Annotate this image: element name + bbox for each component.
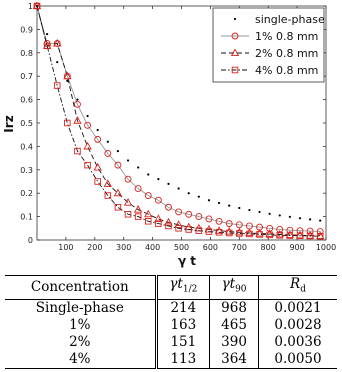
x-tick-label: 400	[144, 243, 161, 252]
y-axis-label: Irz	[2, 115, 16, 133]
cell-concentration: Single-phase	[5, 299, 156, 317]
y-tick-label: 1	[27, 2, 33, 11]
legend-label: 4% 0.8 mm	[255, 64, 319, 77]
data-point-dots	[238, 207, 240, 209]
cell-gamma-t-90: 465	[210, 317, 259, 334]
data-point-square	[65, 120, 71, 126]
data-point-dots	[46, 33, 48, 35]
data-point-dots	[188, 192, 190, 194]
header-gamma-t-half-main: γt	[169, 276, 183, 292]
data-point-dots	[319, 219, 321, 221]
data-point-dots	[107, 141, 109, 143]
x-tick-label: 100	[58, 243, 74, 252]
data-point-dots	[157, 178, 159, 180]
y-tick-label: 0.3	[20, 165, 33, 175]
cell-rd: 0.0036	[274, 333, 322, 350]
y-tick-label: 0.6	[20, 95, 33, 105]
y-tick-label: 0.5	[20, 119, 33, 128]
cell-concentration: 4%	[5, 351, 156, 369]
header-rd-sub: d	[300, 284, 306, 295]
cell-concentration: 2%	[5, 334, 156, 351]
data-point-dots	[269, 213, 271, 215]
x-tick-label: 900	[289, 243, 305, 252]
data-point-dots	[228, 205, 230, 207]
table-header-row	[5, 276, 337, 300]
x-tick-label: 700	[231, 243, 247, 252]
chart-legend	[213, 8, 325, 82]
data-point-dots	[208, 199, 210, 201]
data-point-triangle	[54, 40, 61, 46]
cell-rd: 0.0028	[274, 316, 322, 333]
legend-label: single-phase	[255, 13, 325, 26]
data-point-dots	[117, 150, 119, 152]
header-rd-main: R	[290, 276, 301, 292]
table-row	[5, 317, 337, 334]
x-tick-label: 600	[202, 243, 219, 252]
header-gamma-t-half-sub: 1/2	[182, 284, 198, 295]
cell-gamma-t-half: 113	[156, 351, 209, 369]
data-point-dots	[147, 173, 149, 175]
legend-label: 1% 0.8 mm	[255, 30, 319, 43]
x-axis-label: γ t	[177, 254, 197, 268]
header-rd	[259, 276, 337, 300]
data-point-dots	[289, 216, 291, 218]
data-point-dots	[309, 218, 311, 220]
x-tick-label: 1000	[315, 243, 337, 252]
data-point-dots	[258, 211, 260, 213]
header-gamma-t-90-sub: 90	[235, 284, 247, 295]
header-concentration: Concentration	[5, 276, 156, 300]
cell-gamma-t-90: 968	[210, 299, 259, 317]
y-tick-label: 0.2	[20, 189, 33, 199]
cell-gamma-t-half: 214	[156, 299, 209, 317]
x-tick-label: 800	[260, 243, 276, 252]
cell-gamma-t-90: 364	[210, 351, 259, 369]
legend-marker-dots	[234, 18, 236, 20]
legend-label: 2% 0.8 mm	[255, 47, 319, 60]
y-tick-label: 0.9	[20, 25, 33, 35]
cell-gamma-t-half: 151	[156, 334, 209, 351]
cell-rd: 0.0050	[274, 350, 322, 367]
y-tick-label: 0	[27, 236, 33, 245]
header-gamma-t-90-main: γt	[221, 276, 236, 292]
table-row	[5, 299, 337, 317]
header-gamma-t-90	[210, 276, 259, 300]
data-point-dots	[56, 61, 58, 63]
data-point-dots	[248, 209, 250, 211]
y-tick-label: 0.1	[20, 212, 33, 222]
data-point-dots	[127, 159, 129, 161]
cell-concentration: 1%	[5, 317, 156, 334]
data-point-triangle	[145, 211, 152, 217]
x-tick-label: 500	[173, 243, 190, 252]
data-point-triangle	[94, 164, 101, 170]
header-gamma-t-half	[156, 276, 209, 300]
cell-gamma-t-half: 163	[156, 317, 209, 334]
data-point-dots	[218, 202, 220, 204]
x-tick-label: 200	[87, 243, 103, 252]
data-point-dots	[167, 183, 169, 185]
data-point-dots	[97, 129, 99, 131]
results-table	[5, 275, 337, 369]
cell-rd: 0.0021	[274, 299, 322, 316]
data-point-dots	[137, 166, 139, 168]
y-tick-label: 0.4	[20, 142, 33, 152]
table-row	[5, 351, 337, 369]
data-point-square	[54, 83, 60, 89]
data-point-dots	[198, 196, 200, 198]
y-tick-label: 0.8	[20, 48, 33, 58]
cell-gamma-t-90: 390	[210, 334, 259, 351]
table-row	[5, 334, 337, 351]
data-point-dots	[76, 99, 78, 101]
data-point-dots	[299, 217, 301, 219]
data-point-dots	[178, 187, 180, 189]
data-point-triangle	[84, 143, 91, 149]
x-tick-label: 300	[116, 243, 132, 252]
y-tick-label: 0.7	[20, 72, 33, 82]
data-point-dots	[86, 115, 88, 117]
data-point-dots	[279, 214, 281, 216]
